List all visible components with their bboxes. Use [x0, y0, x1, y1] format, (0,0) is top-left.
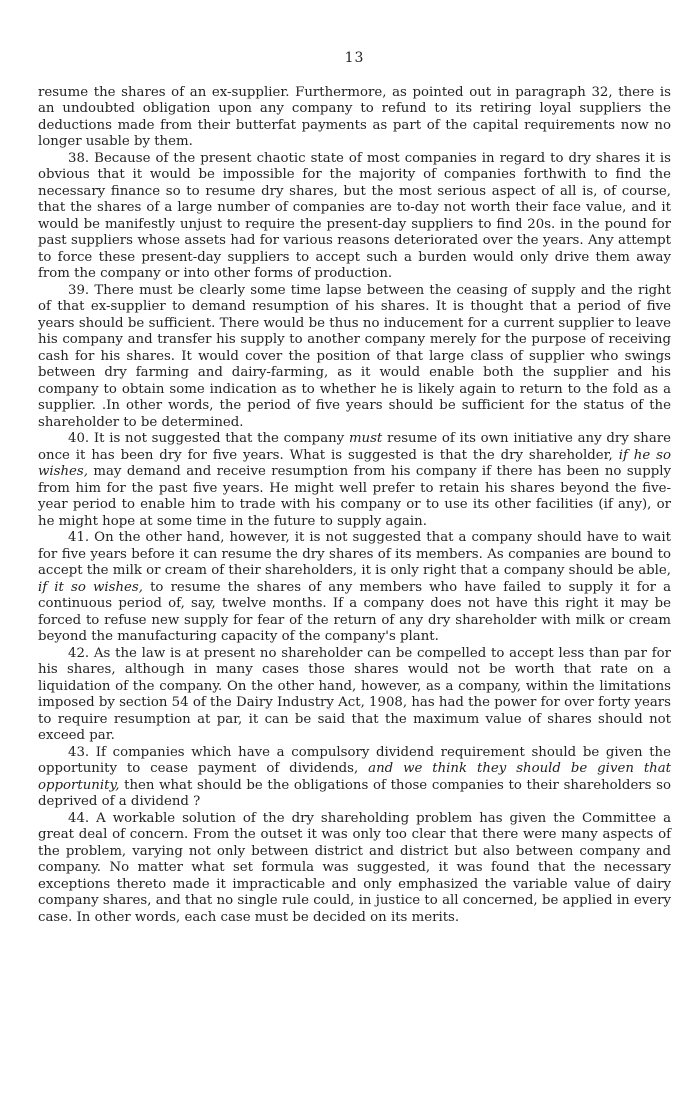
paragraph-38 [38, 151, 671, 283]
paragraph-40 [38, 431, 671, 530]
page-number: 13 [344, 50, 365, 66]
italic-text: if it so wishes, [38, 579, 143, 595]
text-segment: 44. A workable solution of the dry shareholding problem has given the Committee a great deal of concern. From the outset it was only too clear that there were many aspects of the problem, varying not only between district and district but also between company and company. No matter what set formula was suggested, it was found that the necessary exceptions thereto made it impracticable and only emphasized the variable value of dairy company shares, and that no single rule could, in justice to all concerned, be applied in every case. In other words, each case must be decided on its merits. [38, 810, 671, 925]
paragraph-41 [38, 530, 671, 646]
paragraph-39 [38, 283, 671, 432]
text-segment: 39. There must be clearly some time lapse between the ceasing of supply and the right of that ex-supplier to demand resumption of his shares. It is thought that a period of five years should be sufficient. There would be thus no inducement for a current supplier to leave his company and transfer his supply to another company merely for the purpose of receiving cash for his shares. It would cover the position of that large class of supplier who swings between dry farming and dairy-farming, as it would enable both the supplier and his company to obtain some indication as to whether he is likely again to return to the fold as a supplier. .In other words, the period of five years should be sufficient for the status of the shareholder to be determined. [38, 282, 671, 430]
italic-text: and we think they should be given that opportunity, [38, 761, 671, 793]
paragraph-44 [38, 811, 671, 927]
text-segment: 41. On the other hand, however, it is not suggested that a company should have to wait for five years before it can resume the dry shares of its members. As companies are bound to accept the milk or cream of their shareholders, it is only right that a company should be able, [38, 530, 671, 578]
paragraph-43 [38, 745, 671, 811]
italic-text: must [348, 431, 383, 446]
body-text [38, 85, 671, 927]
paragraph-42 [38, 646, 671, 745]
text-segment: may demand and receive resumption from his company if there has been no supply from him for the past five years. He might well prefer to retain his shares beyond the five-year period to enable him to trade with his company or to use its other facilities (if any), or he might hope at some time in the future to supply again. [38, 464, 671, 529]
italic-text: if he so wishes, [38, 447, 671, 479]
text-segment: then what should be the obligations of those companies to their shareholders so deprived of a dividend ? [38, 777, 671, 809]
text-segment: resume the shares of an ex-supplier. Furthermore, as pointed out in paragraph 32, there is an undoubted obligation upon any company to refund to its retiring loyal suppliers the deductions made from their butterfat payments as part of the capital requirements now no longer usable by them. [38, 84, 671, 149]
paragraph-continued [38, 85, 671, 151]
text-segment: 38. Because of the present chaotic state of most companies in regard to dry shares it is obvious that it would be impossible for the majority of companies forthwith to find the necessary finance so to resume dry shares, but the most serious aspect of all is, of course, that the shares of a large number of companies are to-day not worth their face value, and it would be manifestly unjust to require the present-day suppliers to find 20s. in the pound for past suppliers whose assets had for various reasons deteriorated over the years. Any attempt to force these present-day suppliers to accept such a burden would only drive them away from the company or into other forms of production. [38, 150, 671, 281]
text-segment: resume of its own initiative any dry share once it has been dry for five years. What is suggested is that the dry shareholder, [38, 431, 671, 463]
text-segment: 40. It is not suggested that the company [68, 431, 349, 446]
text-segment: 42. As the law is at present no shareholder can be compelled to accept less than par for his shares, although in many cases those shares would not be worth that rate on a liquidation of the company. On the other hand, however, as a company, within the limitations imposed by section 54 of the Dairy Industry Act, 1908, has had the power for over forty years to require resumption at par, it can be said that the maximum value of shares should not exceed par. [38, 645, 671, 743]
document-page [38, 50, 671, 926]
text-segment: to resume the shares of any members who have failed to supply it for a continuous period of, say, twelve months. If a company does not have this right it may be forced to refuse new supply for fear of the return of any dry shareholder with milk or cream beyond the manufacturing capacity of the company's plant. [38, 579, 671, 644]
text-segment: 43. If companies which have a compulsory dividend requirement should be given the opportunity to cease payment of dividends, [38, 744, 671, 776]
